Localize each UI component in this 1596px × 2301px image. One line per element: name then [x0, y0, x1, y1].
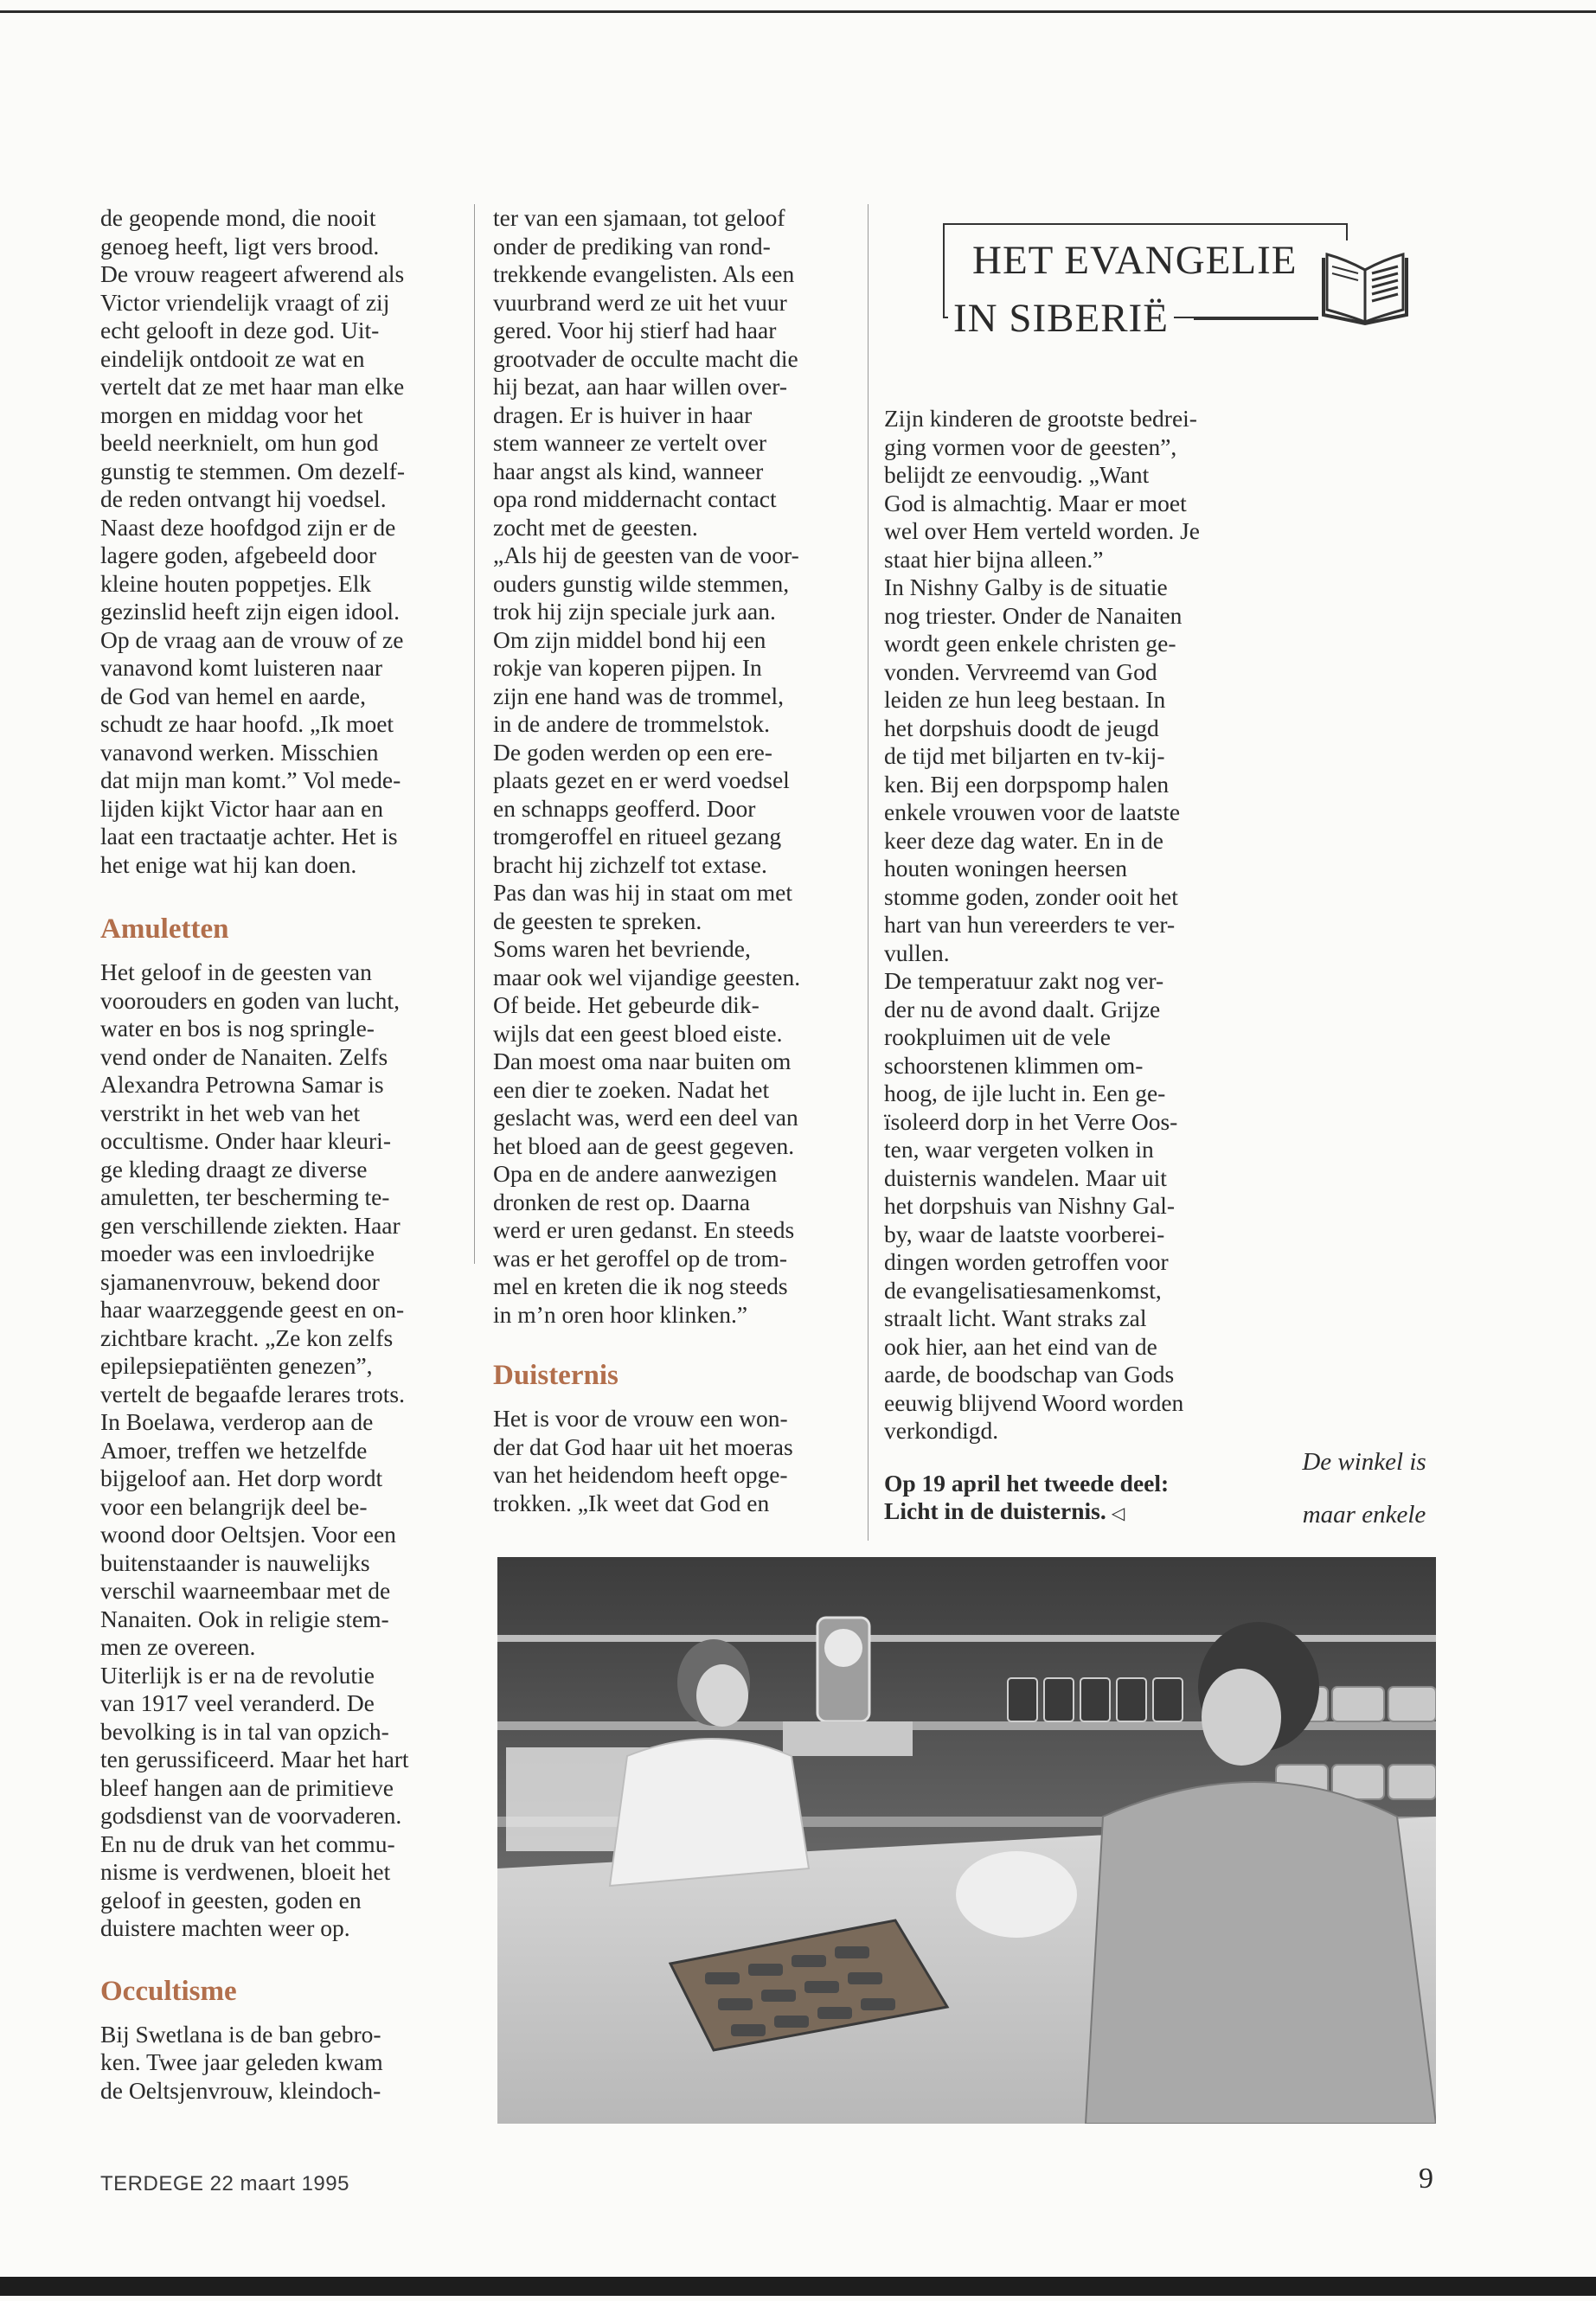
publication-footer: TERDEGE 22 maart 1995	[100, 2172, 349, 2195]
text-line: dronken de rest op. Daarna	[493, 1188, 751, 1215]
text-line: en schnapps geofferd. Door	[493, 794, 756, 822]
text-line: dat mijn man komt.” Vol mede-	[100, 766, 401, 793]
text-line: onder de prediking van rond-	[493, 232, 771, 260]
text-line: straalt licht. Want straks zal	[884, 1304, 1147, 1331]
text-line: woond door Oeltsjen. Voor een	[100, 1521, 396, 1548]
text-line: Het geloof in de geesten van	[100, 958, 372, 985]
text-line: trekkende evangelisten. Als een	[493, 260, 795, 287]
text-line: opa rond middernacht contact	[493, 485, 777, 512]
text-line: gen verschillende ziekten. Haar	[100, 1211, 401, 1239]
subheading-occultisme: Occultisme	[100, 1975, 237, 2007]
text-line: lagere goden, afgebeeld door	[100, 542, 377, 568]
page-number: 9	[1419, 2163, 1433, 2195]
text-line: Soms waren het bevriende,	[493, 935, 751, 962]
next-part-note-line-1: Op 19 april het tweede deel:	[884, 1469, 1170, 1497]
column-2-duisternis	[493, 1405, 852, 1517]
text-line: vertelt de begaafde lerares trots.	[100, 1380, 405, 1407]
text-line: beeld neerknielt, om hun god	[100, 429, 379, 456]
text-line: genoeg heeft, ligt vers brood.	[100, 232, 380, 260]
text-line: lijden kijkt Victor haar aan en	[100, 794, 383, 822]
text-line: ging vormen voor de geesten”,	[884, 433, 1177, 460]
text-line: Alexandra Petrowna Samar is	[100, 1071, 384, 1098]
text-line: Dan moest oma naar buiten om	[493, 1048, 792, 1074]
text-line: verschil waarneembaar met de	[100, 1577, 391, 1604]
column-3-body	[884, 405, 1247, 1445]
section-title-line-2: IN SIBERIË	[948, 296, 1174, 341]
text-line: eindelijk ontdooit ze wat en	[100, 344, 365, 372]
text-line: wel over Hem verteld worden. Je	[884, 517, 1201, 544]
text-line: Victor vriendelijk vraagt of zij	[100, 288, 390, 316]
text-line: trokken. „Ik weet dat God en	[493, 1489, 770, 1516]
text-line: gunstig te stemmen. Om dezelf-	[100, 457, 406, 484]
text-line: stomme goden, zonder ooit het	[884, 882, 1178, 910]
text-line: God is almachtig. Maar er moet	[884, 489, 1187, 516]
subheading-amuletten: Amuletten	[100, 913, 229, 945]
text-line: nisme is verdwenen, bloeit het	[100, 1858, 391, 1885]
text-line: Nanaiten. Ook in religie stem-	[100, 1605, 389, 1632]
text-line: van 1917 veel veranderd. De	[100, 1689, 375, 1716]
text-line: rookpluimen uit de vele	[884, 1023, 1111, 1050]
text-line: Pas dan was hij in staat om met	[493, 879, 792, 906]
text-line: by, waar de laatste voorberei-	[884, 1220, 1165, 1247]
text-line: haar waarzeggende geest en on-	[100, 1296, 405, 1323]
text-line: moeder was een invloedrijke	[100, 1240, 375, 1266]
text-line: de Oeltsjenvrouw, kleindoch-	[100, 2076, 381, 2104]
text-line: stem wanneer ze vertelt over	[493, 429, 767, 456]
column-1-occultisme	[100, 2021, 457, 2106]
text-line: De temperatuur zakt nog ver-	[884, 967, 1164, 994]
text-line: de reden ontvangt hij voedsel.	[100, 485, 387, 512]
text-line: Naast deze hoofdgod zijn er de	[100, 513, 396, 541]
text-line: water en bos is nog springle-	[100, 1015, 375, 1042]
text-line: dingen worden getroffen voor	[884, 1248, 1169, 1275]
text-line: laat een tractaatje achter. Het is	[100, 823, 398, 849]
next-part-note-line-2	[884, 1497, 1247, 1529]
text-line: Uiterlijk is er na de revolutie	[100, 1661, 375, 1689]
text-line: zichtbare kracht. „Ze kon zelfs	[100, 1324, 394, 1351]
text-line: ter van een sjamaan, tot geloof	[493, 204, 785, 231]
text-line: In Boelawa, verderop aan de	[100, 1408, 374, 1435]
text-line: keer deze dag water. En in de	[884, 826, 1163, 854]
next-part-title: Licht in de duisternis.	[884, 1497, 1106, 1524]
text-line: duistere machten weer op.	[100, 1914, 350, 1941]
text-line: dragen. Er is huiver in haar	[493, 401, 753, 428]
text-line: schoorstenen klimmen om-	[884, 1051, 1144, 1079]
text-line: aarde, de boodschap van Gods	[884, 1361, 1175, 1388]
column-divider-2	[868, 204, 869, 1541]
article-column-2	[493, 204, 852, 1517]
text-line: De winkel is	[1302, 1448, 1426, 1476]
text-line: zocht met de geesten.	[493, 513, 698, 541]
text-line: tromgeroffel en ritueel gezang	[493, 823, 782, 849]
text-line: de geopende mond, die nooit	[100, 204, 376, 231]
column-1-amuletten	[100, 958, 457, 1943]
text-line: schudt ze haar hoofd. „Ik moet	[100, 710, 394, 737]
text-line: ïsoleerd dorp in het Verre Oos-	[884, 1107, 1178, 1135]
text-line: bleef hangen aan de primitieve	[100, 1773, 394, 1801]
text-line: bracht hij zichzelf tot extase.	[493, 850, 767, 878]
text-line: der nu de avond daalt. Grijze	[884, 995, 1161, 1022]
text-line: vuurbrand werd ze uit het vuur	[493, 288, 787, 316]
text-line: Op de vraag aan de vrouw of ze	[100, 625, 404, 653]
text-line: men ze overeen.	[100, 1633, 256, 1660]
text-line: staat hier bijna alleen.”	[884, 545, 1104, 573]
text-line: Amoer, treffen we hetzelfde	[100, 1436, 368, 1464]
text-line: ook hier, aan het eind van de	[884, 1332, 1157, 1360]
text-line: maar enkele	[1302, 1501, 1426, 1529]
text-line: amuletten, ter bescherming te-	[100, 1183, 390, 1210]
text-line: werd er uren gedanst. En steeds	[493, 1216, 795, 1243]
text-line: vertelt dat ze met haar man elke	[100, 373, 405, 400]
text-line: maar ook wel vijandige geesten.	[493, 963, 801, 990]
text-line: houten woningen heersen	[884, 855, 1128, 881]
text-line: In Nishny Galby is de situatie	[884, 574, 1168, 600]
text-line: het enige wat hij kan doen.	[100, 850, 357, 878]
text-line: zijn ene hand was de trommel,	[493, 682, 785, 709]
text-line: belijdt ze eenvoudig. „Want	[884, 461, 1150, 488]
text-line: het dorpshuis van Nishny Gal-	[884, 1192, 1176, 1219]
text-line: hij bezat, aan haar willen over-	[493, 373, 787, 400]
text-line: was er het geroffel op de trom-	[493, 1244, 788, 1272]
text-line: Of beide. Het gebeurde dik-	[493, 991, 760, 1018]
text-line: De vrouw reageert afwerend als	[100, 260, 405, 287]
text-line: vonden. Vervreemd van God	[884, 657, 1157, 685]
text-line: geloof in geesten, goden en	[100, 1886, 362, 1913]
text-line: echt gelooft in deze god. Uit-	[100, 317, 380, 343]
text-line: verstrikt in het web van het	[100, 1099, 361, 1126]
text-line: vullen.	[884, 939, 950, 966]
text-line: morgen en middag voor het	[100, 401, 363, 428]
text-line: gered. Voor hij stierf had haar	[493, 317, 777, 343]
column-2-body	[493, 204, 852, 1329]
text-line: ge kleding draagt ze diverse	[100, 1155, 368, 1183]
section-title-line-1: HET EVANGELIE	[969, 238, 1300, 283]
text-line: het dorpshuis doodt de jeugd	[884, 714, 1159, 741]
text-line: vanavond komt luisteren naar	[100, 654, 383, 681]
text-line: ouders gunstig wilde stemmen,	[493, 569, 790, 597]
text-line: voor een belangrijk deel be-	[100, 1492, 368, 1520]
text-line: geslacht was, werd een deel van	[493, 1104, 798, 1131]
text-line: leiden ze hun leeg bestaan. In	[884, 686, 1166, 713]
text-line: vend onder de Nanaiten. Zelfs	[100, 1042, 388, 1070]
end-mark-icon: ◁	[1111, 1504, 1125, 1523]
text-line: grootvader de occulte macht die	[493, 344, 798, 372]
text-line: hart van hun vereerders te ver-	[884, 911, 1176, 938]
text-line: van het heidendom heeft opge-	[493, 1461, 788, 1488]
text-line: Het is voor de vrouw een won-	[493, 1405, 788, 1432]
text-line: de geesten te spreken.	[493, 907, 702, 934]
top-rule	[0, 10, 1596, 13]
text-line: duisternis wandelen. Maar uit	[884, 1163, 1167, 1191]
text-line: Om zijn middel bond hij een	[493, 625, 766, 653]
text-line: ten, waar vergeten volken in	[884, 1136, 1154, 1163]
text-line: De goden werden op een ere-	[493, 738, 772, 766]
text-line: occultisme. Onder haar kleuri-	[100, 1127, 391, 1154]
text-line: gezinslid heeft zijn eigen idool.	[100, 598, 400, 625]
subheading-duisternis: Duisternis	[493, 1360, 619, 1391]
text-line: in m’n oren hoor klinken.”	[493, 1300, 748, 1328]
text-line: ken. Bij een dorpspomp halen	[884, 770, 1170, 798]
text-line: hoog, de ijle lucht in. Een ge-	[884, 1080, 1166, 1106]
text-line: wijls dat een geest bloed eiste.	[493, 1019, 783, 1047]
text-line: nog triester. Onder de Nanaiten	[884, 601, 1183, 629]
text-line: epilepsiepatiënten genezen”,	[100, 1352, 373, 1379]
text-line: in de andere de trommelstok.	[493, 710, 770, 737]
text-line: En nu de druk van het commu-	[100, 1830, 395, 1857]
text-line: ken. Twee jaar geleden kwam	[100, 2048, 383, 2075]
text-line: rokje van koperen pijpen. In	[493, 654, 762, 681]
text-line: verkondigd.	[884, 1417, 999, 1444]
text-line: ten gerussificeerd. Maar het hart	[100, 1746, 409, 1772]
text-line: het bloed aan de geest gegeven.	[493, 1131, 795, 1159]
text-line: der dat God haar uit het moeras	[493, 1433, 793, 1460]
text-line: mel en kreten die ik nog steeds	[493, 1272, 788, 1299]
shop-counter-photo	[497, 1557, 1436, 2124]
article-column-3	[884, 405, 1247, 1529]
text-line: trok hij zijn speciale jurk aan.	[493, 598, 776, 625]
text-line: godsdienst van de voorvaderen.	[100, 1802, 402, 1829]
text-line: kleine houten poppetjes. Elk	[100, 569, 372, 597]
text-line: Opa en de andere aanwezigen	[493, 1160, 778, 1187]
text-line: enkele vrouwen voor de laatste	[884, 798, 1181, 825]
column-divider-1	[474, 204, 475, 1264]
text-line: bevolking is in tal van opzich-	[100, 1717, 389, 1745]
text-line: bijgeloof aan. Het dorp wordt	[100, 1465, 383, 1491]
column-1-intro	[100, 204, 457, 879]
text-line: Bij Swetlana is de ban gebro-	[100, 2020, 381, 2048]
text-line: voorouders en goden van lucht,	[100, 986, 400, 1014]
open-book-icon	[1282, 240, 1412, 327]
text-line: een dier te zoeken. Nadat het	[493, 1075, 770, 1103]
text-line: de evangelisatiesamenkomst,	[884, 1276, 1162, 1304]
text-line: buitenstaander is nauwelijks	[100, 1548, 370, 1576]
article-column-1	[100, 204, 457, 2105]
text-line: „Als hij de geesten van de voor-	[493, 542, 799, 568]
text-line: haar angst als kind, wanneer	[493, 457, 764, 484]
text-line: sjamanenvrouw, bekend door	[100, 1267, 380, 1295]
text-line: Zijn kinderen de grootste bedrei-	[884, 405, 1197, 432]
text-line: eeuwig blijvend Woord worden	[884, 1388, 1184, 1416]
bottom-rule	[0, 2277, 1596, 2296]
text-line: de God van hemel en aarde,	[100, 682, 366, 709]
text-line: de tijd met biljarten en tv-kij-	[884, 742, 1165, 769]
text-line: vanavond werken. Misschien	[100, 738, 379, 766]
text-line: plaats gezet en er werd voedsel	[493, 766, 790, 793]
text-line: wordt geen enkele christen ge-	[884, 630, 1176, 657]
